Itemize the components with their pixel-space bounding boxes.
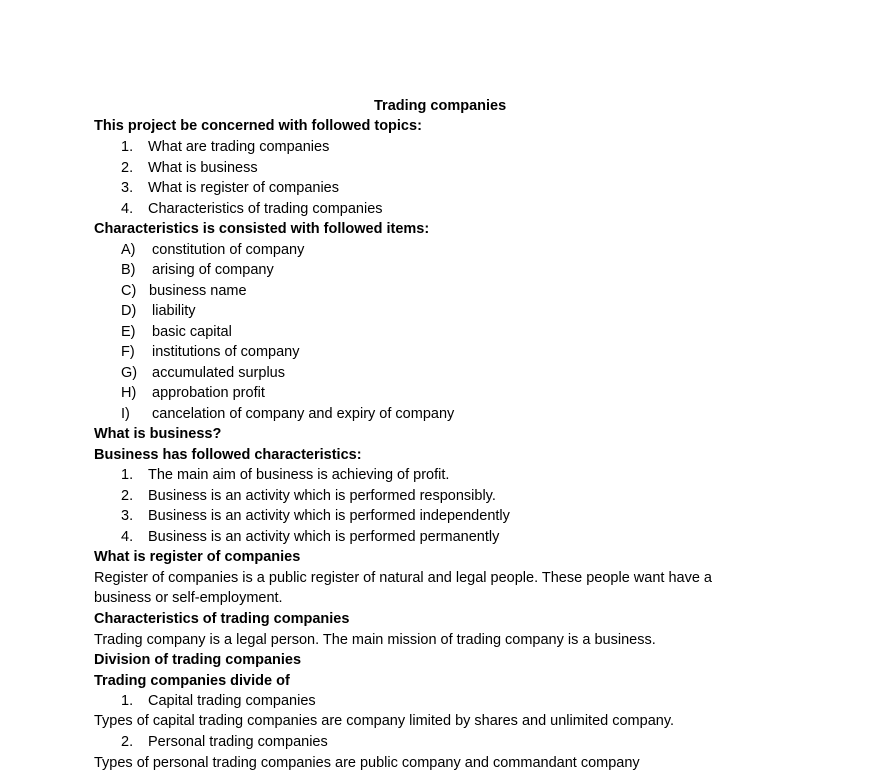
divide-heading: Trading companies divide of	[94, 673, 290, 689]
business-item: Business is an activity which is performed permanently	[148, 529, 500, 545]
business-item: Business is an activity which is performed independently	[148, 508, 510, 524]
characteristic-item: constitution of company	[152, 242, 305, 258]
item-letter: A)	[121, 242, 136, 258]
business-heading: Business has followed characteristics:	[94, 447, 362, 463]
business-item: The main aim of business is achieving of profit.	[148, 467, 450, 483]
business-item: Business is an activity which is performed responsibly.	[148, 488, 496, 504]
business-number: 2.	[121, 488, 134, 504]
characteristic-item: basic capital	[152, 324, 232, 340]
characteristic-item: business name	[149, 283, 247, 299]
item-letter: I)	[121, 406, 130, 422]
characteristic-item: cancelation of company and expiry of company	[152, 406, 455, 422]
capital-number: 1.	[121, 693, 134, 709]
register-paragraph-line-1: Register of companies is a public register of natural and legal people. These people want have a	[94, 570, 712, 586]
intro-heading: This project be concerned with followed topics:	[94, 118, 422, 134]
item-letter: E)	[121, 324, 136, 340]
characteristic-item: arising of company	[152, 262, 274, 278]
characteristic-item: liability	[152, 303, 196, 319]
topic-number: 2.	[121, 160, 134, 176]
item-letter: F)	[121, 344, 135, 360]
business-number: 4.	[121, 529, 134, 545]
personal-item: Personal trading companies	[148, 734, 328, 750]
topic-item: Characteristics of trading companies	[148, 201, 383, 217]
characteristic-item: institutions of company	[152, 344, 300, 360]
characteristic-item: approbation profit	[152, 385, 265, 401]
register-heading: What is register of companies	[94, 549, 301, 565]
char-trading-heading: Characteristics of trading companies	[94, 611, 350, 627]
personal-number: 2.	[121, 734, 134, 750]
topic-number: 3.	[121, 180, 134, 196]
item-letter: H)	[121, 385, 137, 401]
capital-types-paragraph: Types of capital trading companies are company limited by shares and unlimited company.	[94, 713, 675, 729]
document-title: Trading companies	[374, 98, 507, 114]
what-is-business-heading: What is business?	[94, 426, 222, 442]
topic-number: 1.	[121, 139, 134, 155]
topic-item: What is business	[148, 160, 258, 176]
topic-number: 4.	[121, 201, 134, 217]
item-letter: C)	[121, 283, 137, 299]
char-trading-paragraph: Trading company is a legal person. The main mission of trading company is a business.	[94, 632, 656, 648]
item-letter: D)	[121, 303, 137, 319]
characteristic-item: accumulated surplus	[152, 365, 285, 381]
item-letter: B)	[121, 262, 136, 278]
item-letter: G)	[121, 365, 138, 381]
topic-item: What is register of companies	[148, 180, 339, 196]
personal-types-paragraph: Types of personal trading companies are public company and commandant company	[94, 755, 640, 771]
division-heading: Division of trading companies	[94, 652, 302, 668]
characteristics-heading: Characteristics is consisted with followed items:	[94, 221, 430, 237]
business-number: 1.	[121, 467, 134, 483]
register-paragraph-line-2: business or self-employment.	[94, 590, 283, 606]
business-number: 3.	[121, 508, 134, 524]
topic-item: What are trading companies	[148, 139, 330, 155]
capital-item: Capital trading companies	[148, 693, 316, 709]
